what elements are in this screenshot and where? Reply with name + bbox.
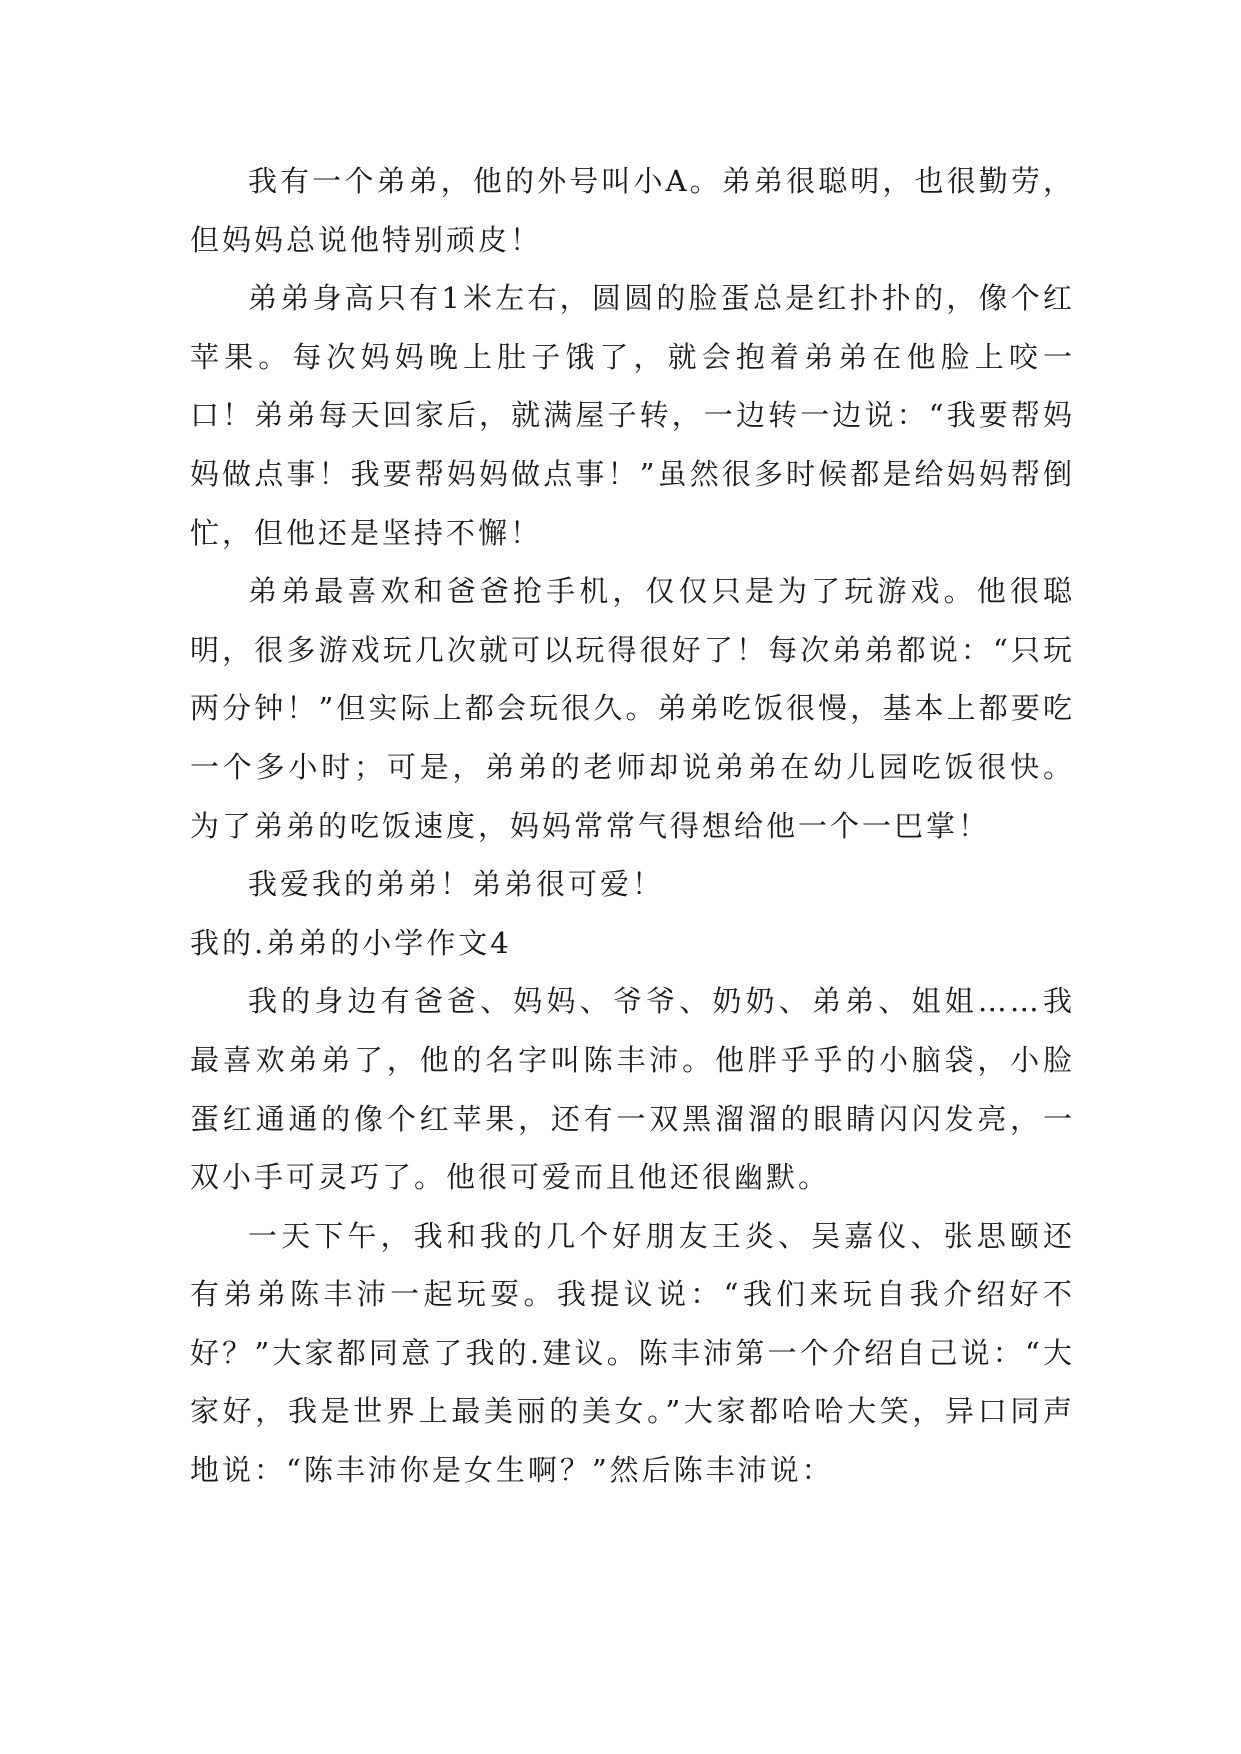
paragraph-2: 弟弟身高只有1米左右，圆圆的脸蛋总是红扑扑的，像个红苹果。每次妈妈晚上肚子饿了，就会抱着弟弟在他脸上咬一口！弟弟每天回家后，就满屋子转，一边转一边说：“我要帮妈妈做点事！我要帮妈妈做点事！”虽然很多时候都是给妈妈帮倒忙，但他还是坚持不懈！ <box>190 281 1075 550</box>
paragraph-5: 我的身边有爸爸、妈妈、爷爷、奶奶、弟弟、姐姐……我最喜欢弟弟了，他的名字叫陈丰沛。他胖乎乎的小脑袋，小脸蛋红通通的像个红苹果，还有一双黑溜溜的眼睛闪闪发亮，一双小手可灵巧了。他很可爱而且他还很幽默。 <box>190 984 1075 1195</box>
paragraph-1: 我有一个弟弟，他的外号叫小A。弟弟很聪明，也很勤劳，但妈妈总说他特别顽皮！ <box>190 164 1075 257</box>
paragraph-3: 弟弟最喜欢和爸爸抢手机，仅仅只是为了玩游戏。他很聪明，很多游戏玩几次就可以玩得很好了！每次弟弟都说：“只玩两分钟！”但实际上都会玩很久。弟弟吃饭很慢，基本上都要吃一个多小时；可是，弟弟的老师却说弟弟在幼儿园吃饭很快。为了弟弟的吃饭速度，妈妈常常气得想给他一个一巴掌！ <box>190 574 1075 843</box>
paragraph-4: 我爱我的弟弟！弟弟很可爱！ <box>248 867 665 902</box>
section-heading: 我的.弟弟的小学作文4 <box>190 925 512 960</box>
document-body <box>190 152 1075 1500</box>
paragraph-6: 一天下午，我和我的几个好朋友王炎、吴嘉仪、张思颐还有弟弟陈丰沛一起玩耍。我提议说：“我们来玩自我介绍好不好？”大家都同意了我的.建议。陈丰沛第一个介绍自己说：“大家好，我是世界上最美丽的美女。”大家都哈哈大笑，异口同声地说：“陈丰沛你是女生啊？”然后陈丰沛说： <box>190 1218 1075 1488</box>
